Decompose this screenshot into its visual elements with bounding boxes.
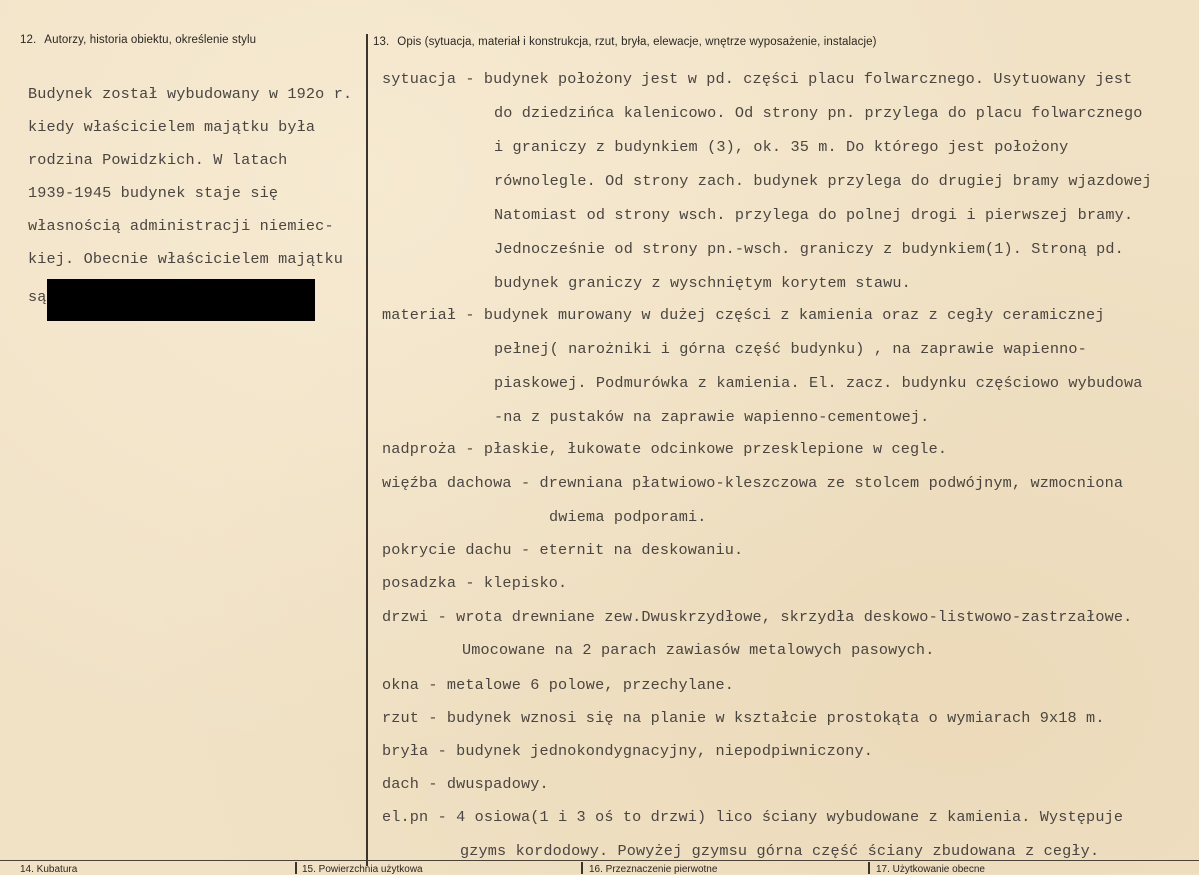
footer-cell-14: 14. Kubatura xyxy=(20,864,78,875)
section-12-header xyxy=(20,34,256,46)
right-text-line: pokrycie dachu - eternit na deskowaniu. xyxy=(382,541,744,559)
footer-divider xyxy=(295,862,297,874)
right-text-line: Umocowane na 2 parach zawiasów metalowych pasowych. xyxy=(462,641,935,659)
redaction-block xyxy=(47,279,315,321)
section-13-title: Opis (sytuacja, materiał i konstrukcja, rzut, bryła, elewacje, wnętrze wyposażenie, instalacje) xyxy=(397,36,877,48)
left-text-line: własnością administracji niemiec- xyxy=(28,217,334,235)
right-text-line: piaskowej. Podmurówka z kamienia. El. zacz. budynku częściowo wybudowa xyxy=(494,374,1143,392)
right-text-line: do dziedzińca kalenicowo. Od strony pn. przylega do placu folwarcznego xyxy=(494,104,1143,122)
left-text-line: rodzina Powidzkich. W latach xyxy=(28,151,288,169)
right-text-line: bryła - budynek jednokondygnacyjny, niepodpiwniczony. xyxy=(382,742,873,760)
right-text-line: posadzka - klepisko. xyxy=(382,574,568,592)
left-text-line: Budynek został wybudowany w 192o r. xyxy=(28,85,353,103)
section-12-number: 12. xyxy=(20,34,37,46)
right-text-line: drzwi - wrota drewniane zew.Dwuskrzydłowe, skrzydła deskowo-listwowo-zastrzałowe. xyxy=(382,608,1133,626)
section-13-header xyxy=(373,36,877,48)
right-text-line: i graniczy z budynkiem (3), ok. 35 m. Do którego jest położony xyxy=(494,138,1069,156)
right-text-line: budynek graniczy z wyschniętym korytem stawu. xyxy=(494,274,911,292)
left-text-line: 1939-1945 budynek staje się xyxy=(28,184,279,202)
right-text-line: równolegle. Od strony zach. budynek przylega do drugiej bramy wjazdowej xyxy=(494,172,1152,190)
right-text-line: -na z pustaków na zaprawie wapienno-cementowej. xyxy=(494,408,930,426)
right-text-line: nadproża - płaskie, łukowate odcinkowe przesklepione w cegle. xyxy=(382,440,948,458)
footer-cell-17: 17. Użytkowanie obecne xyxy=(876,864,985,875)
right-text-line: rzut - budynek wznosi się na planie w kształcie prostokąta o wymiarach 9x18 m. xyxy=(382,709,1105,727)
right-text-line: pełnej( narożniki i górna część budynku) , na zaprawie wapienno- xyxy=(494,340,1087,358)
section-13-number: 13. xyxy=(373,36,390,48)
right-text-line: więźba dachowa - drewniana płatwiowo-kleszczowa ze stolcem podwójnym, wzmocniona xyxy=(382,474,1124,492)
section-12-title: Autorzy, historia obiektu, określenie stylu xyxy=(44,34,257,46)
right-text-line: Natomiast od strony wsch. przylega do polnej drogi i pierwszej bramy. xyxy=(494,206,1134,224)
footer-divider xyxy=(581,862,583,874)
left-text-line: kiedy właścicielem majątku była xyxy=(28,118,316,136)
right-text-line: Jednocześnie od strony pn.-wsch. graniczy z budynkiem(1). Stroną pd. xyxy=(494,240,1124,258)
right-text-line: dach - dwuspadowy. xyxy=(382,775,549,793)
right-text-line: gzyms kordodowy. Powyżej gzymsu górna część ściany zbudowana z cegły. xyxy=(460,842,1100,860)
right-text-line: dwiema podporami. xyxy=(549,508,707,526)
footer-divider xyxy=(868,862,870,874)
column-divider xyxy=(366,34,368,866)
right-text-line: sytuacja - budynek położony jest w pd. części placu folwarcznego. Usytuowany jest xyxy=(382,70,1133,88)
footer-rule xyxy=(0,860,1199,861)
right-text-line: materiał - budynek murowany w dużej części z kamienia oraz z cegły ceramicznej xyxy=(382,306,1105,324)
left-text-line: są xyxy=(28,288,47,306)
footer-cell-16: 16. Przeznaczenie pierwotne xyxy=(589,864,718,875)
footer-cell-15: 15. Powierzchnia użytkowa xyxy=(302,864,423,875)
right-text-line: okna - metalowe 6 polowe, przechylane. xyxy=(382,676,735,694)
left-text-line: kiej. Obecnie właścicielem majątku xyxy=(28,250,343,268)
right-text-line: el.pn - 4 osiowa(1 i 3 oś to drzwi) lico ściany wybudowane z kamienia. Występuje xyxy=(382,808,1124,826)
